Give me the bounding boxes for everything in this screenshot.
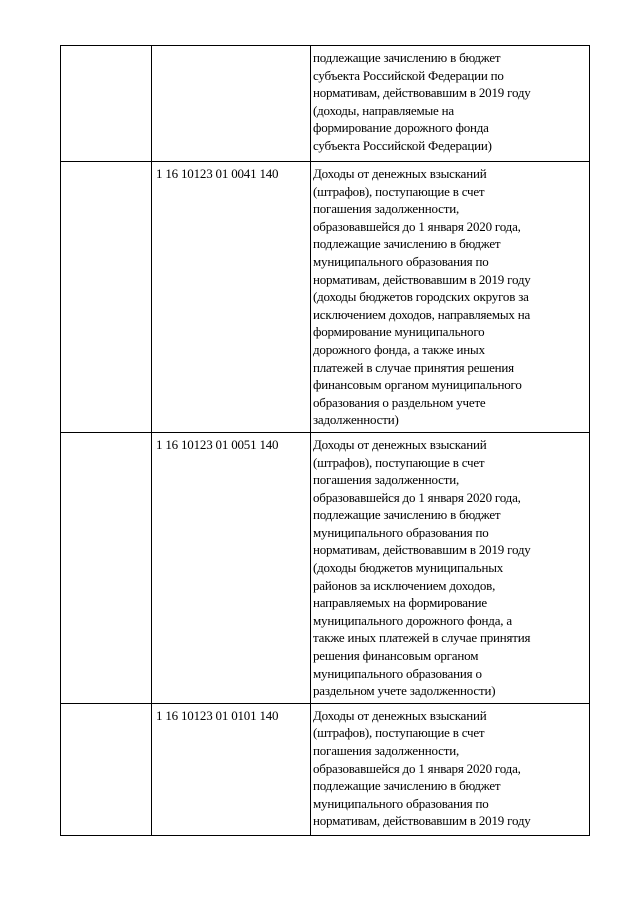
description-line: Доходы от денежных взысканий <box>313 707 487 723</box>
budget-code <box>152 46 310 49</box>
table-row <box>61 162 590 433</box>
description-line: (штрафов), поступающие в счет <box>313 183 485 199</box>
description-line: (доходы бюджетов городских округов за <box>313 289 529 305</box>
description-line: образовавшейся до 1 января 2020 года, <box>313 489 521 505</box>
description-line: подлежащие зачислению в бюджет <box>313 507 501 523</box>
description-text <box>311 704 589 833</box>
description-line: решения финансовым органом <box>313 648 479 664</box>
budget-code-cell <box>152 432 311 703</box>
description-line: образовавшейся до 1 января 2020 года, <box>313 760 521 776</box>
description-line: задолженности) <box>313 412 399 428</box>
description-cell <box>311 703 590 835</box>
admin-code-cell <box>61 703 152 835</box>
description-text <box>311 46 589 158</box>
admin-code-cell <box>61 432 152 703</box>
table-row <box>61 703 590 835</box>
description-line: Доходы от денежных взысканий <box>313 436 487 452</box>
budget-code-cell <box>152 703 311 835</box>
description-line: субъекта Российской Федерации по <box>313 67 504 83</box>
description-line: дорожного фонда, а также иных <box>313 341 485 357</box>
description-line: погашения задолженности, <box>313 472 459 488</box>
description-line: платежей в случае принятия решения <box>313 359 514 375</box>
budget-code: 1 16 10123 01 0051 140 <box>156 436 279 452</box>
description-line: муниципального образования по <box>313 524 489 540</box>
description-text <box>311 433 589 703</box>
description-line: формирование муниципального <box>313 324 485 340</box>
admin-code-cell <box>61 46 152 162</box>
description-line: нормативам, действовавшим в 2019 году <box>313 813 531 829</box>
description-line: Доходы от денежных взысканий <box>313 166 487 181</box>
description-line: районов за исключением доходов, <box>313 577 496 593</box>
description-line: исключением доходов, направляемых на <box>313 306 531 322</box>
budget-code: 1 16 10123 01 0101 140 <box>156 707 279 723</box>
table-row <box>61 432 590 703</box>
description-line: нормативам, действовавшим в 2019 году <box>313 271 531 287</box>
table-row <box>61 46 590 162</box>
budget-code-cell <box>152 162 311 433</box>
description-line: (штрафов), поступающие в счет <box>313 454 485 470</box>
description-cell <box>311 432 590 703</box>
description-line: образования о раздельном учете <box>313 394 486 410</box>
description-line: подлежащие зачислению в бюджет <box>313 236 501 252</box>
budget-code-cell <box>152 46 311 162</box>
description-line: муниципального дорожного фонда, а <box>313 612 512 628</box>
description-line: подлежащие зачислению в бюджет <box>313 778 501 794</box>
description-line: муниципального образования о <box>313 665 482 681</box>
description-line: муниципального образования по <box>313 253 489 269</box>
description-line: подлежащие зачислению в бюджет <box>313 50 501 65</box>
description-line: нормативам, действовавшим в 2019 году <box>313 542 531 558</box>
description-line: направляемых на формирование <box>313 595 487 611</box>
description-line: (штрафов), поступающие в счет <box>313 725 485 741</box>
description-line: погашения задолженности, <box>313 743 459 758</box>
description-line: субъекта Российской Федерации) <box>313 137 492 153</box>
description-line: финансовым органом муниципального <box>313 377 522 393</box>
description-line: погашения задолженности, <box>313 201 459 217</box>
table-body <box>61 46 590 836</box>
description-line: (доходы бюджетов муниципальных <box>313 560 504 576</box>
admin-code-cell <box>61 162 152 433</box>
budget-code: 1 16 10123 01 0041 140 <box>156 166 279 181</box>
description-line: раздельном учете задолженности) <box>313 683 496 699</box>
description-line: образовавшейся до 1 января 2020 года, <box>313 218 521 234</box>
description-cell <box>311 46 590 162</box>
description-line: формирование дорожного фонда <box>313 120 489 136</box>
description-line: также иных платежей в случае принятия <box>313 630 531 646</box>
description-line: (доходы, направляемые на <box>313 102 454 118</box>
description-text <box>311 162 589 432</box>
description-cell <box>311 162 590 433</box>
description-line: муниципального образования по <box>313 795 489 811</box>
revenue-code-table <box>60 45 590 836</box>
description-line: нормативам, действовавшим в 2019 году <box>313 85 531 101</box>
